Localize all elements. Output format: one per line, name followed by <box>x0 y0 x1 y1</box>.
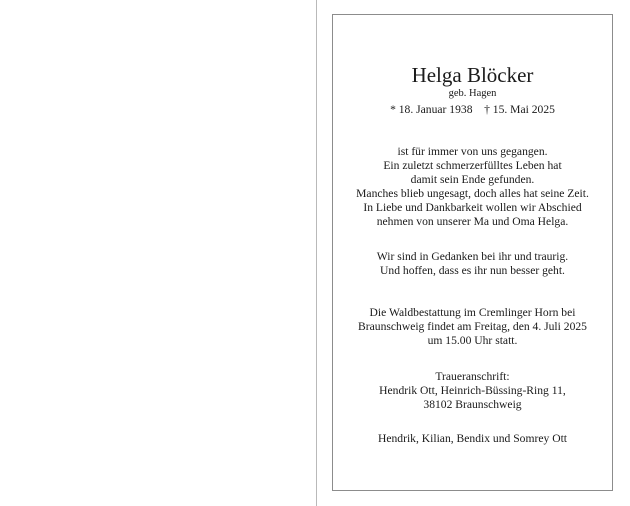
deceased-name: Helga Blöcker <box>411 63 534 87</box>
message-line: Manches blieb ungesagt, doch alles hat seine Zeit. <box>356 187 589 200</box>
address-line: 38102 Braunschweig <box>423 398 522 411</box>
message-line: Ein zuletzt schmerzerfülltes Leben hat <box>383 159 562 172</box>
burial-line: Braunschweig findet am Freitag, den 4. Juli 2025 <box>358 320 587 333</box>
burial-line: um 15.00 Uhr statt. <box>427 334 518 347</box>
maiden-name: geb. Hagen <box>448 88 497 99</box>
address-line: Traueranschrift: <box>435 370 510 383</box>
signatories-line: Hendrik, Kilian, Bendix und Somrey Ott <box>377 432 568 445</box>
burial-line: Die Waldbestattung im Cremlinger Horn bei <box>369 306 576 319</box>
thoughts-block <box>332 250 613 278</box>
thoughts-line: Und hoffen, dass es ihr nun besser geht. <box>380 264 565 277</box>
message-line: ist für immer von uns gegangen. <box>397 145 548 158</box>
signatories <box>332 432 613 446</box>
thoughts-line: Wir sind in Gedanken bei ihr und traurig. <box>376 250 569 263</box>
message-line: damit sein Ende gefunden. <box>410 173 535 186</box>
message-line: In Liebe und Dankbarkeit wollen wir Abschied <box>363 201 582 214</box>
message-block <box>332 145 613 229</box>
address-block <box>332 370 613 412</box>
burial-block <box>332 306 613 348</box>
address-line: Hendrik Ott, Heinrich-Büssing-Ring 11, <box>379 384 566 397</box>
life-dates: * 18. Januar 1938 † 15. Mai 2025 <box>390 103 555 116</box>
message-line: nehmen von unserer Ma und Oma Helga. <box>376 215 569 228</box>
